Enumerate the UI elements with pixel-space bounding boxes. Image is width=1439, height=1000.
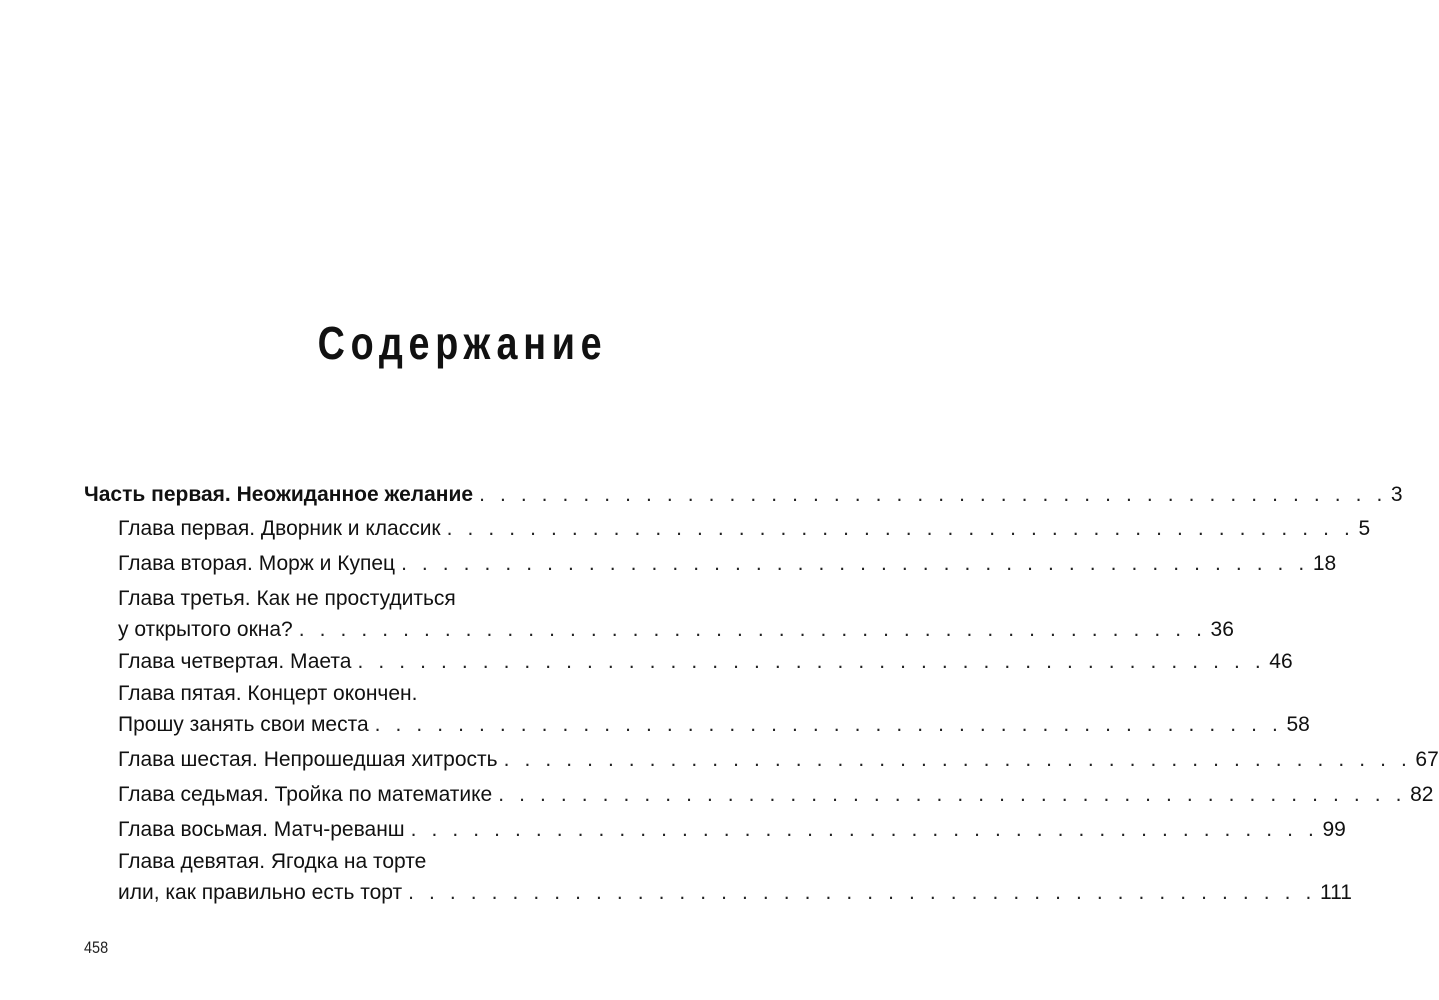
toc-chapter-4[interactable] <box>118 646 1293 677</box>
toc-page-number: 67 <box>1415 748 1439 771</box>
toc-page-number: 99 <box>1322 818 1346 841</box>
toc-leader-dots: . . . . . . . . . . . . . . . . . . . . . . . . . . . . . . . . . . . . . . . . . . . . <box>410 818 1319 841</box>
toc-chapter-title-line-2: или, как правильно есть торт <box>118 881 403 904</box>
toc-chapter-title: Глава вторая. Морж и Купец <box>118 552 396 575</box>
toc-chapter-title: Глава шестая. Непрошедшая хитрость <box>118 748 498 771</box>
toc-page-number: 5 <box>1358 517 1371 540</box>
toc-chapter-7[interactable] <box>118 779 1434 810</box>
toc-leader-dots: . . . . . . . . . . . . . . . . . . . . . . . . . . . . . . . . . . . . . . . . . . . . <box>298 618 1207 641</box>
toc-leader-dots: . . . . . . . . . . . . . . . . . . . . . . . . . . . . . . . . . . . . . . . . . . . . <box>401 552 1309 575</box>
toc-chapter-3[interactable] <box>118 583 1234 645</box>
toc-chapter-title-line-2: Прошу занять свои места <box>118 713 369 736</box>
toc-chapter-title-line-1: Глава пятая. Концерт окончен. <box>118 682 418 705</box>
toc-leader-dots: . . . . . . . . . . . . . . . . . . . . . . . . . . . . . . . . . . . . . . . . . . . . <box>479 483 1387 506</box>
toc-chapter-6[interactable] <box>118 744 1439 775</box>
toc-chapter-title: Глава восьмая. Матч-реванш <box>118 818 405 841</box>
toc-chapter-title-line-2: у открытого окна? <box>118 618 293 641</box>
toc-chapter-1[interactable] <box>118 513 1371 544</box>
toc-chapter-title-line-1: Глава третья. Как не простудиться <box>118 587 456 610</box>
toc-leader-dots: . . . . . . . . . . . . . . . . . . . . . . . . . . . . . . . . . . . . . . . . . . . . <box>357 650 1266 673</box>
toc-chapter-5[interactable] <box>118 678 1310 740</box>
toc-page-number: 18 <box>1312 552 1337 575</box>
page-title: Содержание <box>317 317 607 369</box>
toc-leader-dots: . . . . . . . . . . . . . . . . . . . . . . . . . . . . . . . . . . . . . . . . . . . . <box>408 881 1316 904</box>
toc-chapter-2[interactable] <box>118 548 1337 579</box>
toc-part-title: Часть первая. Неожиданное желание <box>84 483 474 506</box>
toc-chapter-title: Глава седьмая. Тройка по математике <box>118 783 493 806</box>
toc-leader-dots: . . . . . . . . . . . . . . . . . . . . . . . . . . . . . . . . . . . . . . . . . . . . <box>446 517 1355 540</box>
toc-part-1[interactable] <box>84 479 1403 510</box>
toc-page-number: 3 <box>1390 483 1403 506</box>
toc-chapter-title: Глава первая. Дворник и классик <box>118 517 441 540</box>
toc-page-number: 58 <box>1286 713 1310 736</box>
toc-chapter-8[interactable] <box>118 814 1346 845</box>
toc-chapter-title: Глава четвертая. Маета <box>118 650 352 673</box>
toc-chapter-title-line-1: Глава девятая. Ягодка на торте <box>118 850 427 873</box>
toc-leader-dots: . . . . . . . . . . . . . . . . . . . . . . . . . . . . . . . . . . . . . . . . . . . . <box>374 713 1283 736</box>
toc-chapter-9[interactable] <box>118 846 1352 908</box>
toc-page-number: 111 <box>1319 881 1352 904</box>
toc-leader-dots: . . . . . . . . . . . . . . . . . . . . . . . . . . . . . . . . . . . . . . . . . . . . <box>503 748 1412 771</box>
toc-page-number: 46 <box>1269 650 1293 673</box>
toc-page-number: 36 <box>1210 618 1234 641</box>
page-number: 458 <box>84 938 109 957</box>
toc-page-number: 82 <box>1410 783 1434 806</box>
toc-leader-dots: . . . . . . . . . . . . . . . . . . . . . . . . . . . . . . . . . . . . . . . . . . . . <box>498 783 1407 806</box>
